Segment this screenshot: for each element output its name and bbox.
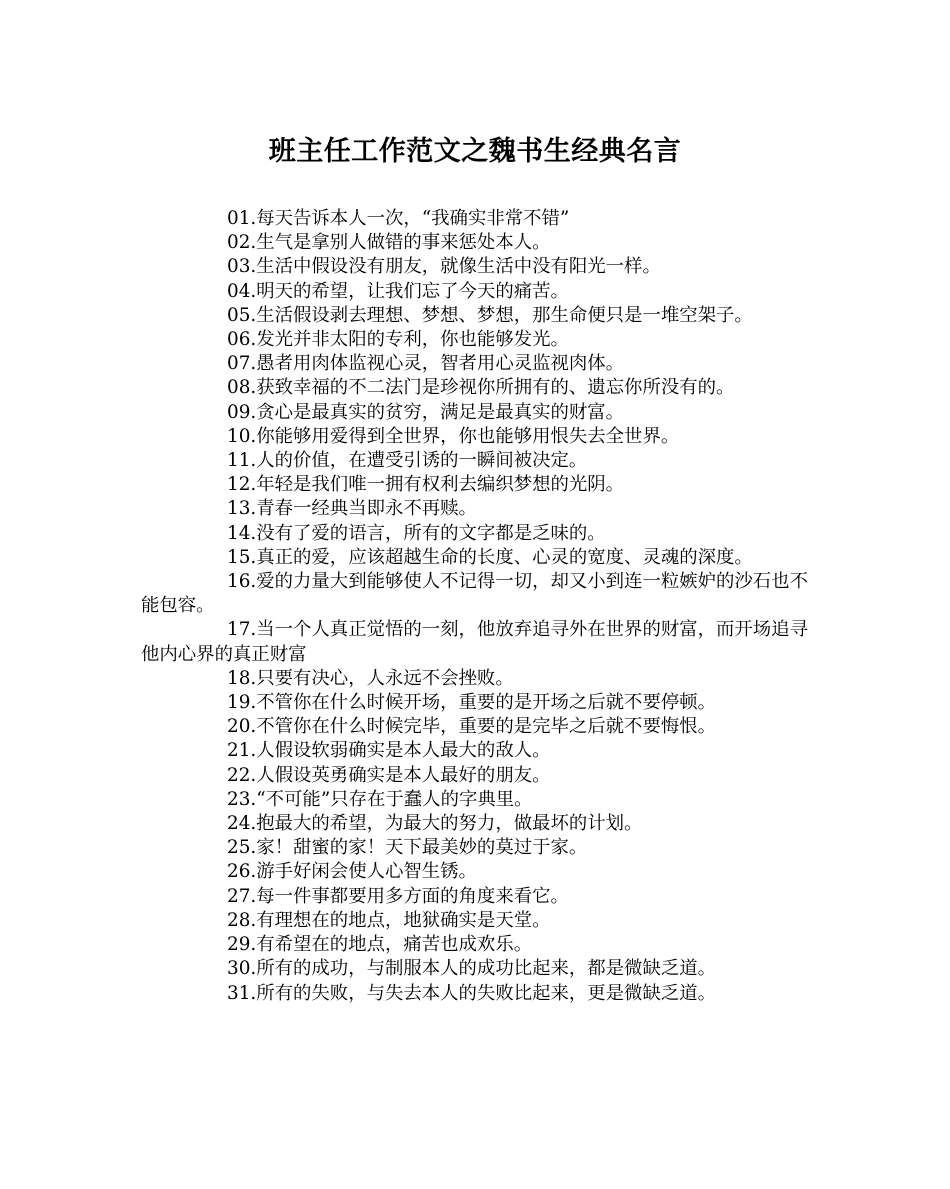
quote-item-31: 31.所有的失败，与失去本人的失败比起来，更是微缺乏道。	[227, 982, 717, 1004]
quote-item-10: 10.你能够用爱得到全世界，你也能够用恨失去全世界。	[227, 425, 680, 447]
quote-list	[141, 207, 817, 1006]
quote-item-06: 06.发光并非太阳的专利，你也能够发光。	[227, 329, 569, 351]
quote-item-12: 12.年轻是我们唯一拥有权利去编织梦想的光阴。	[227, 474, 625, 496]
quote-item-22: 22.人假设英勇确实是本人最好的朋友。	[227, 764, 551, 786]
quote-item-25: 25.家！甜蜜的家！天下最美妙的莫过于家。	[227, 837, 588, 859]
quote-item-08: 08.获致幸福的不二法门是珍视你所拥有的、遗忘你所没有的。	[227, 377, 735, 399]
quote-item-27: 27.每一件事都要用多方面的角度来看它。	[227, 885, 569, 907]
quote-item-23: 23.“不可能”只存在于蠢人的字典里。	[227, 788, 533, 810]
quote-item-15: 15.真正的爱，应该超越生命的长度、心灵的宽度、灵魂的深度。	[227, 546, 753, 568]
quote-item-26: 26.游手好闲会使人心智生锈。	[227, 861, 477, 883]
quote-item-16: 16.爱的力量大到能够使人不记得一切，却又小到连一粒嫉妒的沙石也不能包容。	[141, 571, 808, 617]
quote-item-28: 28.有理想在的地点，地狱确实是天堂。	[227, 909, 551, 931]
quote-item-13: 13.青春一经典当即永不再赎。	[227, 498, 477, 520]
quote-item-11: 11.人的价值，在遭受引诱的一瞬间被决定。	[227, 450, 588, 472]
document-title: 班主任工作范文之魏书生经典名言	[268, 136, 682, 167]
quote-item-14: 14.没有了爱的语言，所有的文字都是乏味的。	[227, 522, 606, 544]
quote-item-19: 19.不管你在什么时候开场，重要的是开场之后就不要停顿。	[227, 692, 717, 714]
quote-item-30: 30.所有的成功，与制服本人的成功比起来，都是微缺乏道。	[227, 958, 717, 980]
quote-item-24: 24.抱最大的希望，为最大的努力，做最坏的计划。	[227, 813, 643, 835]
quote-item-01: 01.每天告诉本人一次，“我确实非常不错”	[227, 208, 570, 229]
quote-item-29: 29.有希望在的地点，痛苦也成欢乐。	[227, 934, 533, 956]
quote-item-18: 18.只要有决心，人永远不会挫败。	[227, 667, 514, 689]
quote-item-07: 07.愚者用肉体监视心灵，智者用心灵监视肉体。	[227, 353, 625, 375]
quote-item-04: 04.明天的希望，让我们忘了今天的痛苦。	[227, 280, 569, 302]
quote-item-09: 09.贪心是最真实的贫穷，满足是最真实的财富。	[227, 401, 625, 423]
quote-item-03: 03.生活中假设没有朋友，就像生活中没有阳光一样。	[227, 256, 661, 278]
quote-item-05: 05.生活假设剥去理想、梦想、梦想，那生命便只是一堆空架子。	[227, 304, 753, 326]
quote-item-17: 17.当一个人真正觉悟的一刻，他放弃追寻外在世界的财富，而开场追寻他内心界的真正财富	[141, 619, 808, 665]
quote-item-20: 20.不管你在什么时候完毕，重要的是完毕之后就不要悔恨。	[227, 716, 717, 738]
quote-item-21: 21.人假设软弱确实是本人最大的敌人。	[227, 740, 551, 762]
quote-item-02: 02.生气是拿别人做错的事来惩处本人。	[227, 232, 551, 254]
